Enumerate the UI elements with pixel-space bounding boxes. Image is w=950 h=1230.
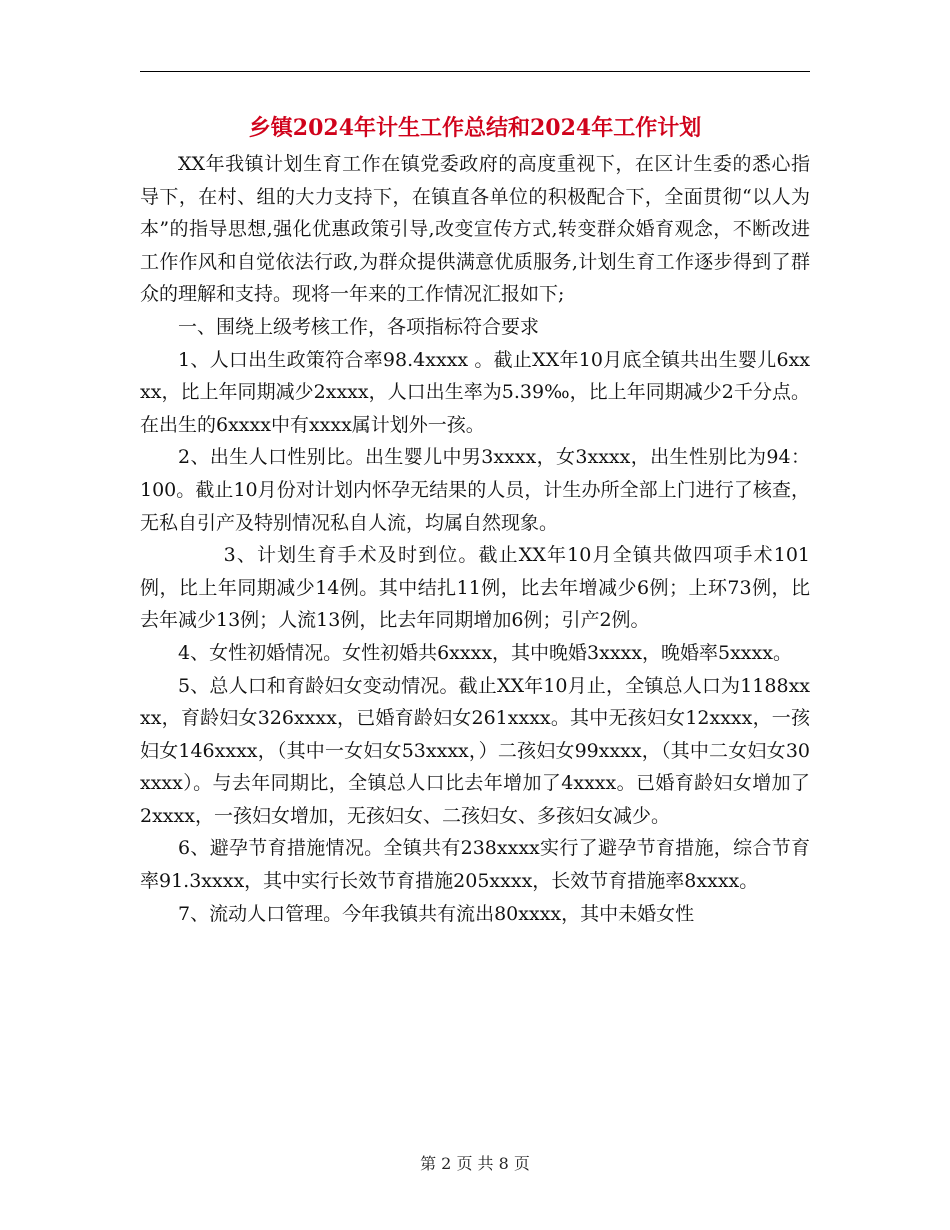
section-heading-1: 一、围绕上级考核工作，各项指标符合要求: [178, 315, 540, 338]
paragraph-item-4: 4、女性初婚情况。女性初婚共6xxxx，其中晚婚3xxxx，晚婚率5xxxx。: [178, 641, 792, 664]
page-number-footer: 第 2 页 共 8 页: [420, 1154, 530, 1173]
paragraph-item-7: 7、流动人口管理。今年我镇共有流出80xxxx，其中未婚女性: [178, 902, 695, 925]
paragraph-item-2: 2、出生人口性别比。出生婴儿中男3xxxx，女3xxxx，出生性别比为94：100。截止10月份对计划内怀孕无结果的人员，计生办所全部上门进行了核查，无私自引产及特别情况私自人流，均属自然现象。: [140, 446, 810, 534]
paragraph-item-1: 1、人口出生政策符合率98.4xxxx 。截止XX年10月底全镇共出生婴儿6xxxx，比上年同期减少2xxxx，人口出生率为5.39‰，比上年同期减少2千分点。在出生的6xxxx中有xxxx属计划外一孩。: [140, 348, 810, 436]
document-body: [140, 148, 810, 930]
paragraph-item-6: 6、避孕节育措施情况。全镇共有238xxxx实行了避孕节育措施，综合节育率91.3xxxx，其中实行长效节育措施205xxxx，长效节育措施率8xxxx。: [140, 837, 810, 893]
paragraph-item-5: 5、总人口和育龄妇女变动情况。截止XX年10月止，全镇总人口为1188xxxx，育龄妇女326xxxx，已婚育龄妇女261xxxx。其中无孩妇女12xxxx，一孩妇女146xxxx，（其中一女妇女53xxxx，）二孩妇女99xxxx，（其中二女妇女30xxxx）。与去年同期比，全镇总人口比去年增加了4xxxx。已婚育龄妇女增加了2xxxx，一孩妇女增加，无孩妇女、二孩妇女、多孩妇女减少。: [140, 674, 810, 827]
paragraph-item-3: 3、计划生育手术及时到位。截止XX年10月全镇共做四项手术101例，比上年同期减少14例。其中结扎11例，比去年增减少6例；上环73例，比去年减少13例；人流13例，比去年同期增加6例；引产2例。: [140, 544, 810, 632]
paragraph-intro: XX年我镇计划生育工作在镇党委政府的高度重视下，在区计生委的悉心指导下，在村、组的大力支持下，在镇直各单位的积极配合下，全面贯彻“以人为本”的指导思想,强化优惠政策引导,改变宣传方式,转变群众婚育观念，不断改进工作作风和自觉依法行政,为群众提供满意优质服务,计划生育工作逐步得到了群众的理解和支持。现将一年来的工作情况汇报如下;: [140, 153, 810, 306]
document-title: 乡镇2024年计生工作总结和2024年工作计划: [248, 115, 702, 141]
header-rule: [140, 71, 810, 72]
